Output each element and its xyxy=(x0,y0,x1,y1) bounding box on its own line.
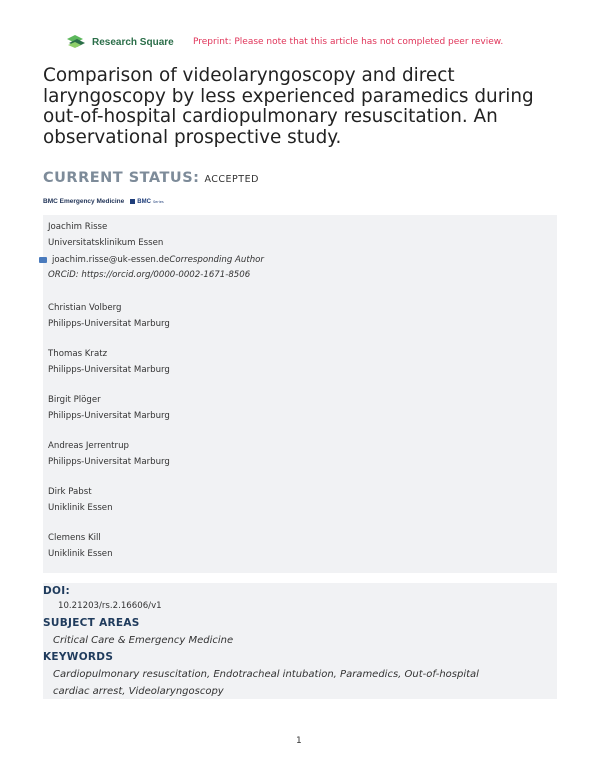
corresponding-author-label: Corresponding Author xyxy=(169,255,264,265)
author-name: Andreas Jerrentrup xyxy=(48,441,129,451)
author-affiliation: Uniklinik Essen xyxy=(48,502,113,513)
bmc-logo xyxy=(130,199,163,205)
authors-panel xyxy=(43,215,557,573)
preprint-notice: Preprint: Please note that this article has not completed peer review. xyxy=(193,37,504,47)
page-number: 1 xyxy=(296,736,302,746)
bmc-square-icon xyxy=(130,199,135,204)
status-label: CURRENT STATUS: xyxy=(43,170,200,186)
author-orcid-link[interactable]: ORCiD: https://orcid.org/0000-0002-1671-8506 xyxy=(48,270,251,280)
author-item xyxy=(48,301,170,332)
author-item xyxy=(48,347,170,378)
author-name: Clemens Kill xyxy=(48,533,101,543)
bmc-logo-text: BMC xyxy=(137,198,151,205)
author-email-row xyxy=(39,255,264,265)
doi-heading: DOI: xyxy=(43,585,70,597)
author-name: Birgit Plöger xyxy=(48,395,101,405)
author-email-link[interactable]: joachim.risse@uk-essen.de xyxy=(52,255,170,265)
author-name: Christian Volberg xyxy=(48,303,122,313)
author-name: Dirk Pabst xyxy=(48,487,92,497)
author-affiliation: Philipps-Universitat Marburg xyxy=(48,410,170,421)
bmc-logo-sub: Series xyxy=(152,199,164,204)
author-item xyxy=(48,220,163,251)
paper-title: Comparison of videolaryngoscopy and direct laryngoscopy by less experienced paramedics during out-of-hospital cardiopulmonary resuscitation. An observational prospective study. xyxy=(43,65,534,148)
keywords-line-2: cardiac arrest, Videolaryngoscopy xyxy=(53,686,224,697)
author-name: Thomas Kratz xyxy=(48,349,108,359)
subject-areas-heading: SUBJECT AREAS xyxy=(43,617,140,629)
keywords-heading: KEYWORDS xyxy=(43,651,114,663)
journal-name: BMC Emergency Medicine xyxy=(43,198,125,205)
status-value: ACCEPTED xyxy=(204,174,259,185)
logo-text: Research Square xyxy=(92,36,174,48)
research-square-logo-icon xyxy=(67,35,87,49)
author-affiliation: Philipps-Universitat Marburg xyxy=(48,318,170,329)
author-name: Joachim Risse xyxy=(48,222,108,232)
journal-line xyxy=(43,198,164,205)
author-affiliation: Philipps-Universitat Marburg xyxy=(48,364,170,375)
subject-areas-value: Critical Care & Emergency Medicine xyxy=(53,635,234,646)
doi-value[interactable]: 10.21203/rs.2.16606/v1 xyxy=(58,601,162,611)
author-item xyxy=(48,485,113,516)
research-square-logo[interactable] xyxy=(67,35,174,49)
current-status xyxy=(43,170,259,186)
author-affiliation: Philipps-Universitat Marburg xyxy=(48,456,170,467)
author-item xyxy=(48,439,170,470)
author-item xyxy=(48,531,113,562)
author-affiliation: Universitatsklinikum Essen xyxy=(48,237,164,248)
email-icon xyxy=(39,257,47,263)
author-item xyxy=(48,393,170,424)
author-affiliation: Uniklinik Essen xyxy=(48,548,113,559)
keywords-line-1: Cardiopulmonary resuscitation, Endotracheal intubation, Paramedics, Out-of-hospital xyxy=(53,669,479,680)
metadata-panel xyxy=(43,583,557,699)
